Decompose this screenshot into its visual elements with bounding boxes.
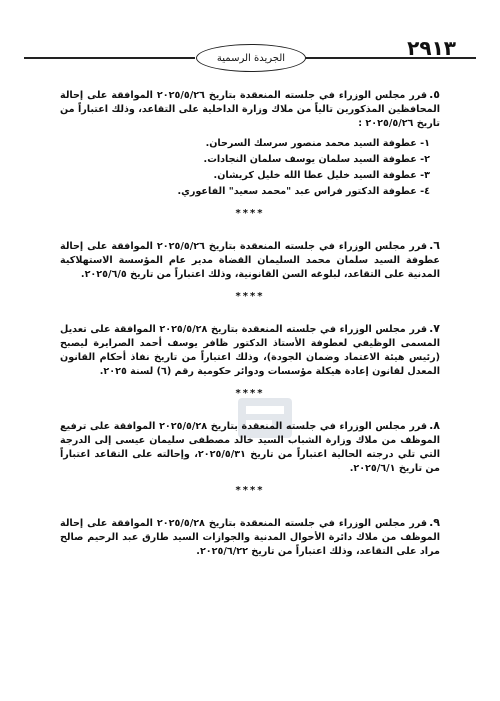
item-text: قرر مجلس الوزراء في جلسته المنعقدة بتاريخ ٢٠٢٥/٥/٢٦ الموافقة على إحالة المحافظين المذكورين تالياً من ملاك وزارة الداخلية على التقاعد، وذلك اعتباراً من تاريخ ٢٠٢٥/٥/٢٦ : [60, 90, 440, 129]
separator: **** [235, 291, 265, 302]
item-text: قرر مجلس الوزراء في جلسته المنعقدة بتاريخ ٢٠٢٥/٥/٢٦ الموافقة على إحالة عطوفة السيد سلمان محمد السليمان القضاة مدير عام المؤسسة الاستهلاكية المدنية على التقاعد، لبلوغه السن القانونية، وذلك اعتباراً من تاريخ ٢٠٢٥/٦/٥. [60, 241, 440, 280]
gazette-title: الجريدة الرسمية [216, 52, 286, 64]
decision-item-6 [60, 239, 440, 282]
decision-item-5 [60, 88, 440, 199]
document-body [60, 88, 440, 565]
item-number: ٧. [429, 322, 440, 335]
item-number: ٥. [429, 88, 440, 101]
governors-list [60, 137, 430, 199]
decision-item-9 [60, 516, 440, 559]
header-rule-left [24, 57, 195, 59]
item-number: ٦. [429, 239, 440, 252]
list-item: ٣- عطوفة السيد خليل عطا الله خليل كريشان. [213, 170, 430, 181]
gazette-title-badge [196, 44, 306, 72]
decision-item-7 [60, 322, 440, 379]
list-item: ٢- عطوفة السيد سلمان يوسف سلمان النجادات. [203, 154, 430, 165]
separator: **** [235, 485, 265, 496]
item-text: قرر مجلس الوزراء في جلسته المنعقدة بتاريخ ٢٠٢٥/٥/٢٨ الموافقة على ترفيع الموظف من ملاك وزارة الشباب السيد خالد مصطفى سليمان عيسى إلى الدرجة التي تلي درجته الحالية اعتباراً من تاريخ ٢٠٢٥/٥/٣١، وإحالته على التقاعد اعتباراً من تاريخ ٢٠٢٥/٦/١. [60, 421, 440, 474]
list-item: ١- عطوفة السيد محمد منصور سرسك السرحان. [205, 138, 430, 149]
item-text: قرر مجلس الوزراء في جلسته المنعقدة بتاريخ ٢٠٢٥/٥/٢٨ الموافقة على تعديل المسمى الوظيفي لعطوفة الأستاذ الدكتور ظافر يوسف أحمد الصرايرة ليصبح (رئيس هيئة الاعتماد وضمان الجودة)، وذلك اعتباراً من تاريخ نفاذ أحكام القانون المعدل لقانون إعادة هيكلة مؤسسات ودوائر حكومية رقم (٦) لسنة ٢٠٢٥. [60, 324, 440, 377]
page-number: ٢٩١٣ [407, 36, 456, 60]
item-text: قرر مجلس الوزراء في جلسته المنعقدة بتاريخ ٢٠٢٥/٥/٢٨ الموافقة على إحالة الموظف من ملاك دائرة الأحوال المدنية والجوازات السيد طارق عبد الرحيم صالح مراد على التقاعد، وذلك اعتباراً من تاريخ ٢٠٢٥/٦/٢٢. [60, 518, 440, 557]
separator: **** [235, 208, 265, 219]
decision-item-8 [60, 419, 440, 476]
separator: **** [235, 388, 265, 399]
list-item: ٤- عطوفة الدكتور فراس عبد "محمد سعيد" الفاعوري. [177, 186, 430, 197]
item-number: ٩. [429, 516, 440, 529]
header-rule-right [305, 57, 476, 59]
item-number: ٨. [429, 419, 440, 432]
